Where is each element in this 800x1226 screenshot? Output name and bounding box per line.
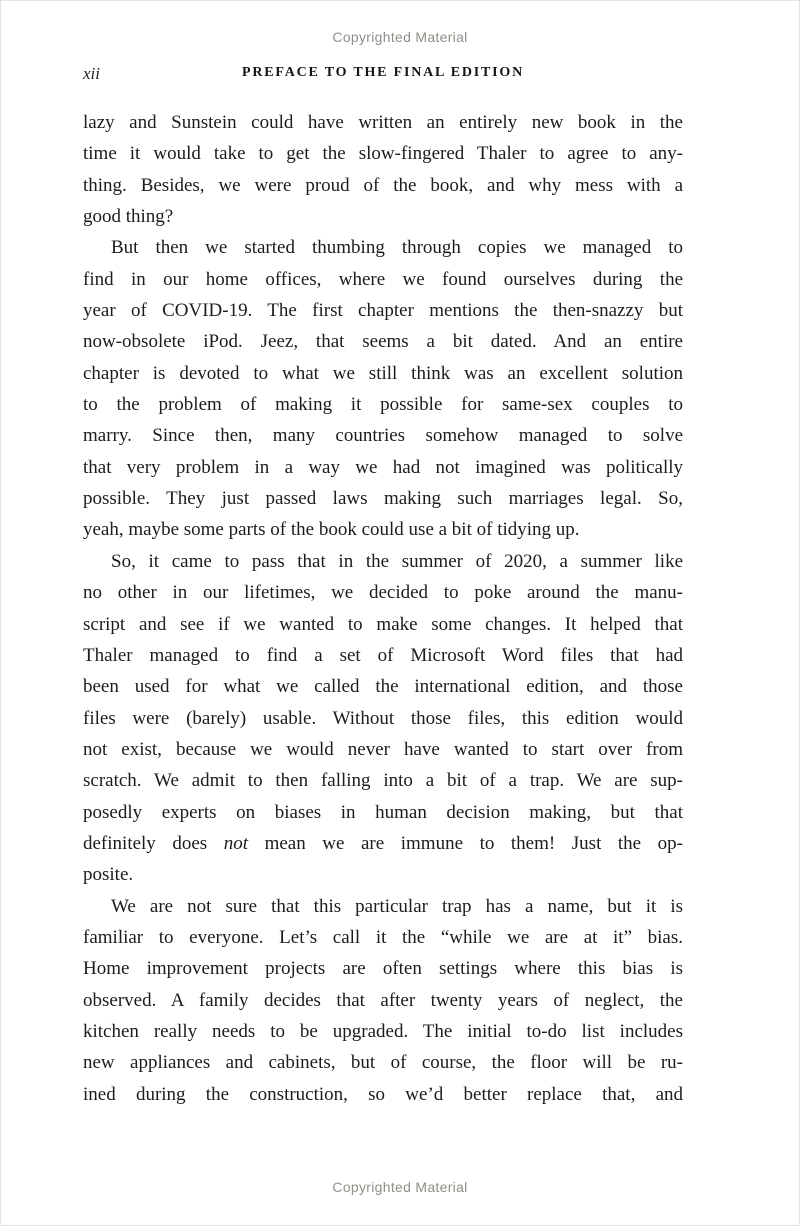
text-line: ined during the construction, so we’d better replace that, and <box>83 1083 683 1105</box>
text-line: posedly experts on biases in human decision making, but that <box>83 801 683 823</box>
text-line: scratch. We admit to then falling into a bit of a trap. We are sup- <box>83 770 683 792</box>
text-line: files were (barely) usable. Without those files, this edition would <box>83 707 683 729</box>
text-line: We are not sure that this particular trap has a name, but it is <box>111 895 683 917</box>
text-line: familiar to everyone. Let’s call it the “while we are at it” bias. <box>83 926 683 948</box>
running-header-title: PREFACE TO THE FINAL EDITION <box>242 65 524 80</box>
text-line: kitchen really needs to be upgraded. The initial to-do list includes <box>83 1020 683 1042</box>
text-line: time it would take to get the slow-fingered Thaler to agree to any- <box>83 143 683 165</box>
text-line: thing. Besides, we were proud of the book, and why mess with a <box>83 174 683 196</box>
text-line: good thing? <box>83 206 174 228</box>
text-line: observed. A family decides that after twenty years of neglect, the <box>83 989 683 1011</box>
running-header <box>83 62 683 86</box>
text-line: new appliances and cabinets, but of course, the floor will be ru- <box>83 1052 683 1074</box>
text-line: Thaler managed to find a set of Microsoft Word files that had <box>83 644 683 666</box>
text-line-with-italic <box>83 828 683 859</box>
text-line: find in our home offices, where we found ourselves during the <box>83 268 683 290</box>
copyright-notice-bottom: Copyrighted Material <box>332 1179 468 1195</box>
text-line: So, it came to pass that in the summer of 2020, a summer like <box>111 550 683 572</box>
copyright-notice-top: Copyrighted Material <box>332 29 468 45</box>
italic-text: not <box>223 832 249 854</box>
text-line: But then we started thumbing through copies we managed to <box>111 237 683 259</box>
text-run: definitely does <box>83 832 224 854</box>
text-line: script and see if we wanted to make some changes. It helped that <box>83 613 683 635</box>
text-line: year of COVID-19. The first chapter mentions the then-snazzy but <box>83 300 683 322</box>
text-line: not exist, because we would never have wanted to start over from <box>83 738 683 760</box>
text-line: now-obsolete iPod. Jeez, that seems a bit dated. And an entire <box>83 331 683 353</box>
body-text <box>83 107 683 1110</box>
text-line: no other in our lifetimes, we decided to poke around the manu- <box>83 582 683 604</box>
text-line: chapter is devoted to what we still think was an excellent solution <box>83 362 683 384</box>
text-line: marry. Since then, many countries somehow managed to solve <box>83 425 683 447</box>
text-line: possible. They just passed laws making such marriages legal. So, <box>83 488 683 510</box>
text-line: Home improvement projects are often settings where this bias is <box>83 958 683 980</box>
text-line: been used for what we called the international edition, and those <box>83 676 683 698</box>
text-line: that very problem in a way we had not imagined was politically <box>83 456 683 478</box>
text-line: yeah, maybe some parts of the book could use a bit of tidying up. <box>83 519 580 541</box>
text-line: lazy and Sunstein could have written an entirely new book in the <box>83 112 683 133</box>
text-line: to the problem of making it possible for same-sex couples to <box>83 394 683 416</box>
page-number: xii <box>83 64 100 83</box>
text-run: mean we are immune to them! Just the op- <box>248 832 683 854</box>
text-line: posite. <box>83 864 134 886</box>
